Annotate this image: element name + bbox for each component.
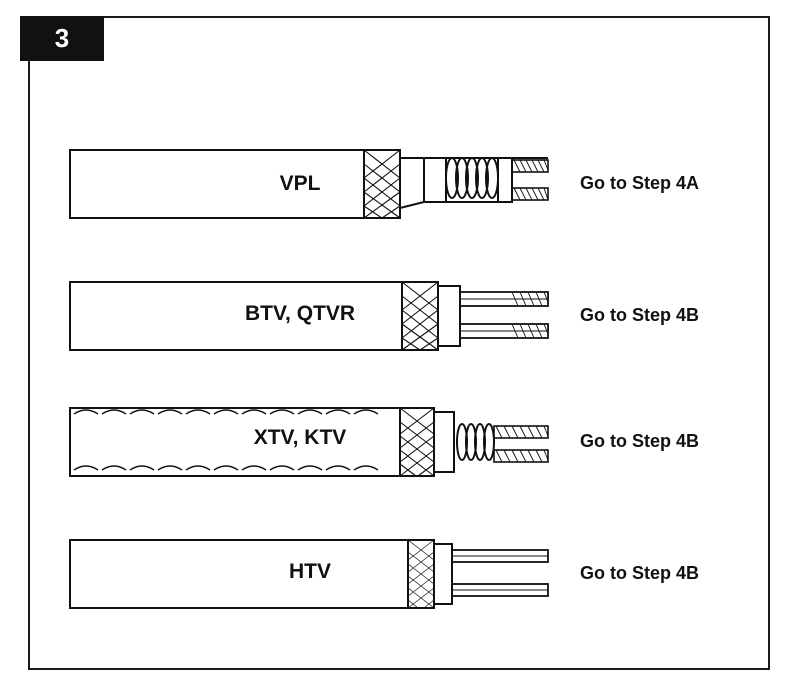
cable-label-vpl: VPL [279, 172, 321, 195]
action-label-htv: Go to Step 4B [580, 563, 700, 583]
cable-row-vpl [0, 130, 800, 240]
cable-row-htv [0, 520, 800, 630]
step-number-badge: 3 [20, 16, 104, 61]
cable-label-htv: HTV [289, 560, 331, 583]
cable-label-btv-qtvr: BTV, QTVR [244, 302, 356, 325]
cable-row-xtv-ktv [0, 388, 800, 498]
action-label-xtv-ktv: Go to Step 4B [580, 431, 700, 451]
action-label-vpl: Go to Step 4A [580, 173, 700, 193]
action-label-btv-qtvr: Go to Step 4B [580, 305, 700, 325]
cable-row-btv-qtvr [0, 262, 800, 372]
cable-label-xtv-ktv: XTV, KTV [253, 426, 347, 449]
